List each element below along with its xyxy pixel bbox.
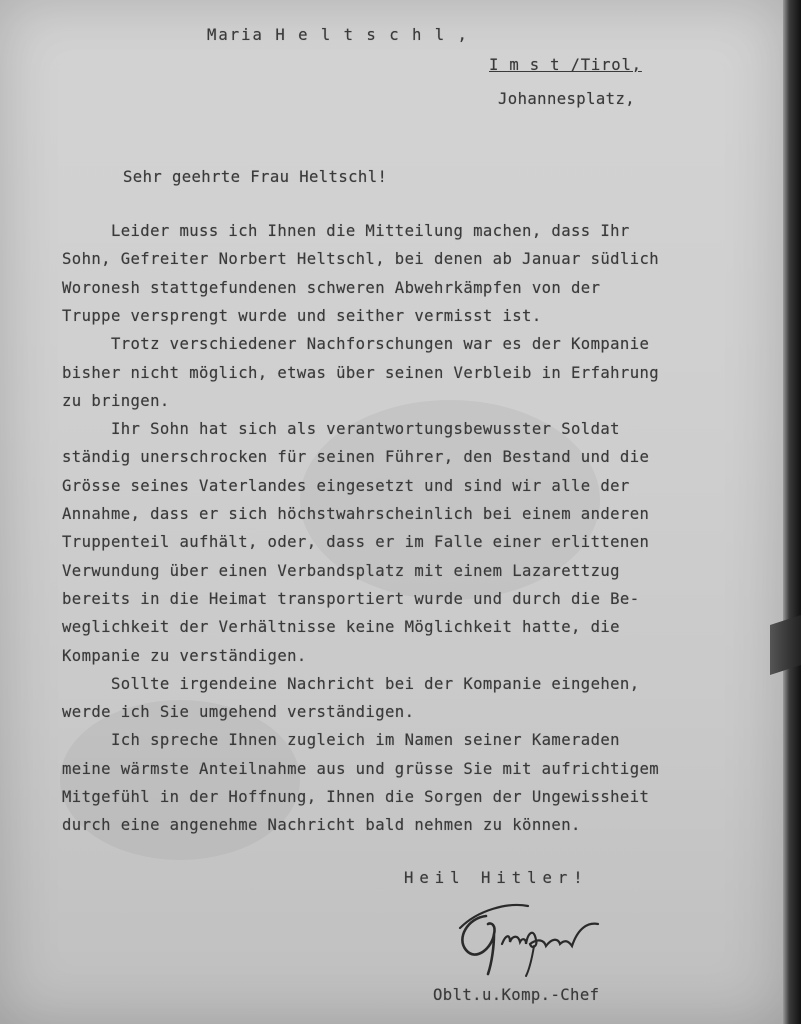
body-line: zu bringen. (62, 391, 170, 410)
body-line: Truppe versprengt wurde und seither vermisst ist. (62, 306, 542, 325)
signatory-title: Oblt.u.Komp.-Chef (433, 986, 600, 1004)
body-line: durch eine angenehme Nachricht bald nehmen zu können. (62, 816, 581, 835)
closing-phrase: Heil Hitler! (404, 869, 589, 887)
paper-stain (60, 700, 300, 860)
handwritten-signature (448, 888, 628, 978)
body-line: Ihr Sohn hat sich als verantwortungsbewusster Soldat (62, 420, 620, 439)
body-line: Trotz verschiedener Nachforschungen war es der Kompanie (62, 335, 650, 354)
body-line: bereits in die Heimat transportiert wurde und durch die Be- (62, 589, 640, 608)
salutation: Sehr geehrte Frau Heltschl! (123, 168, 388, 186)
body-line: Leider muss ich Ihnen die Mitteilung machen, dass Ihr (62, 222, 630, 240)
recipient-city: I m s t /Tirol, (489, 56, 642, 74)
body-line: Verwundung über einen Verbandsplatz mit einem Lazarettzug (62, 561, 620, 580)
body-line: bisher nicht möglich, etwas über seinen Verbleib in Erfahrung (62, 363, 660, 382)
body-line: Sollte irgendeine Nachricht bei der Kompanie eingehen, (62, 674, 640, 693)
body-line: Sohn, Gefreiter Norbert Heltschl, bei denen ab Januar südlich (62, 250, 660, 269)
body-line: Woronesh stattgefundenen schweren Abwehrkämpfen von der (62, 278, 601, 297)
body-line: ständig unerschrocken für seinen Führer, den Bestand und die (62, 448, 650, 467)
body-line: werde ich Sie umgehend verständigen. (62, 703, 415, 722)
page-edge-shadow (783, 0, 801, 1024)
body-line: Annahme, dass er sich höchstwahrscheinlich bei einem anderen (62, 505, 650, 523)
recipient-name: Maria H e l t s c h l , (207, 26, 469, 44)
recipient-street: Johannesplatz, (498, 90, 636, 108)
body-line: weglichkeit der Verhältnisse keine Möglichkeit hatte, die (62, 618, 620, 637)
body-line: Ich spreche Ihnen zugleich im Namen seiner Kameraden (62, 731, 620, 750)
body-line: Kompanie zu verständigen. (62, 646, 307, 665)
body-line: Mitgefühl in der Hoffnung, Ihnen die Sorgen der Ungewissheit (62, 788, 650, 806)
page-edge-tab (770, 615, 801, 675)
body-line: Truppenteil aufhält, oder, dass er im Falle einer erlittenen (62, 533, 650, 552)
body-line: Grösse seines Vaterlandes eingesetzt und sind wir alle der (62, 476, 630, 495)
body-line: meine wärmste Anteilnahme aus und grüsse Sie mit aufrichtigem (62, 759, 660, 778)
